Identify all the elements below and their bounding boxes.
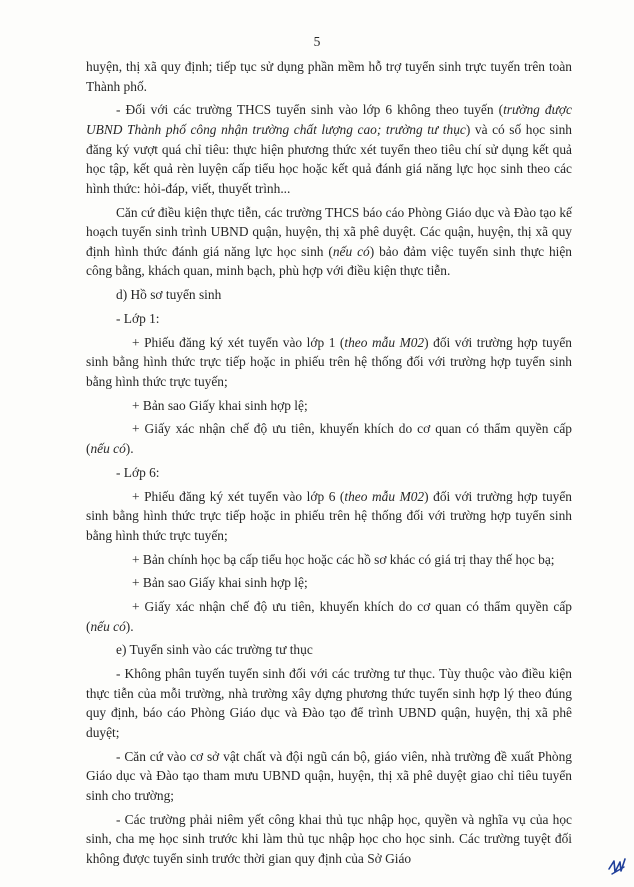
document-body [86,57,572,873]
paragraph-text: ) bảo đảm việc tuyển sinh thực hiện công bằng, khách quan, minh bạch, phù hợp với điều kiện thực tiễn. [86,243,572,279]
paragraph-text: - Đối với các trường THCS tuyển sinh vào lớp 6 không theo tuyến ( [116,102,504,118]
paragraph-text: + Phiếu đăng ký xét tuyển vào lớp 6 ( [132,488,345,504]
paragraph: - Lớp 6: [116,464,160,480]
paragraph-text: ) đối với trường hợp tuyển sinh bằng hình thức trực tiếp hoặc in phiếu trên hệ thống đối với trường hợp tuyển sinh bằng hình thức trực tuyến; [86,488,572,543]
paragraph-text: + Giấy xác nhận chế độ ưu tiên, khuyến khích do cơ quan có thẩm quyền cấp ( [86,421,572,456]
italic-text: trường được UBND Thành phố công nhận trường chất lượng cao; trường tư thục [86,102,572,137]
paragraph-text: ) và có số học sinh đăng ký vượt quá chỉ tiêu: thực hiện phương thức xét tuyển theo tiêu chí sử dụng kết quả học tập, kết quả rèn luyện cấp tiểu học hoặc kết quả đánh giá năng lực học sinh theo các hình thức: hỏi-đáp, viết, thuyết trình... [86,121,572,196]
paragraph: + Bản sao Giấy khai sinh hợp lệ; [132,397,308,413]
paragraph: + Bản sao Giấy khai sinh hợp lệ; [132,575,308,591]
paragraph-text: ) đối với trường hợp tuyển sinh bằng hình thức trực tiếp hoặc in phiếu trên hệ thống đối với trường hợp tuyển sinh bằng hình thức trực tuyến; [86,334,572,389]
paragraph: huyện, thị xã quy định; tiếp tục sử dụng phần mềm hỗ trợ tuyển sinh trực tuyến trên toàn Thành phố. [86,59,572,94]
paragraph [86,203,572,281]
paragraph [86,597,572,636]
paragraph: d) Hồ sơ tuyển sinh [116,287,222,303]
paragraph [86,333,572,392]
paragraph: e) Tuyển sinh vào các trường tư thục [116,642,313,658]
paragraph-text: + Phiếu đăng ký xét tuyển vào lớp 1 ( [132,334,345,350]
paragraph-text: ). [125,441,134,456]
paragraph [86,100,572,198]
paragraph-text: ). [125,618,134,634]
italic-text: nếu có [332,243,370,259]
paragraph [86,487,572,546]
paragraph: - Lớp 1: [116,310,160,326]
handwritten-initials-mark [606,855,628,877]
paragraph: - Căn cứ vào cơ sở vật chất và đội ngũ cán bộ, giáo viên, nhà trường đề xuất Phòng Giáo dục và Đào tạo tham mưu UBND quận, huyện, thị xã phê duyệt giao chỉ tiêu tuyển sinh cho trường; [86,748,572,803]
italic-text: theo mẫu M02 [344,488,425,504]
italic-text: nếu có [90,441,126,456]
paragraph: - Các trường phải niêm yết công khai thủ tục nhập học, quyền và nghĩa vụ của học sinh, cha mẹ học sinh trước khi làm thủ tục nhập học cho học sinh. Các trường tuyệt đối không được tuyển sinh trước thời gian quy định của Sở Giáo [86,811,572,866]
italic-text: theo mẫu M02 [344,334,425,350]
italic-text: nếu có [90,618,126,634]
paragraph: + Bản chính học bạ cấp tiểu học hoặc các hồ sơ khác có giá trị thay thế học bạ; [132,551,555,567]
paragraph [86,419,572,458]
paragraph-text: Căn cứ điều kiện thực tiễn, các trường THCS báo cáo Phòng Giáo dục và Đào tạo kế hoạch tuyển sinh trình UBND quận, huyện, thị xã phê duyệt. Các quận, huyện, thị xã quy định hình thức đánh giá năng lực học sinh ( [86,204,572,259]
paragraph-text: + Giấy xác nhận chế độ ưu tiên, khuyến khích do cơ quan có thẩm quyền cấp ( [86,599,572,634]
page-number: 5 [313,34,321,49]
paragraph: - Không phân tuyến tuyển sinh đối với các trường tư thục. Tùy thuộc vào điều kiện thực tiễn của mỗi trường, nhà trường xây dựng phương thức tuyển sinh hợp lý theo đúng quy định, báo cáo Phòng Giáo dục và Đào tạo để trình UBND quận, huyện, thị xã phê duyệt; [86,666,572,741]
